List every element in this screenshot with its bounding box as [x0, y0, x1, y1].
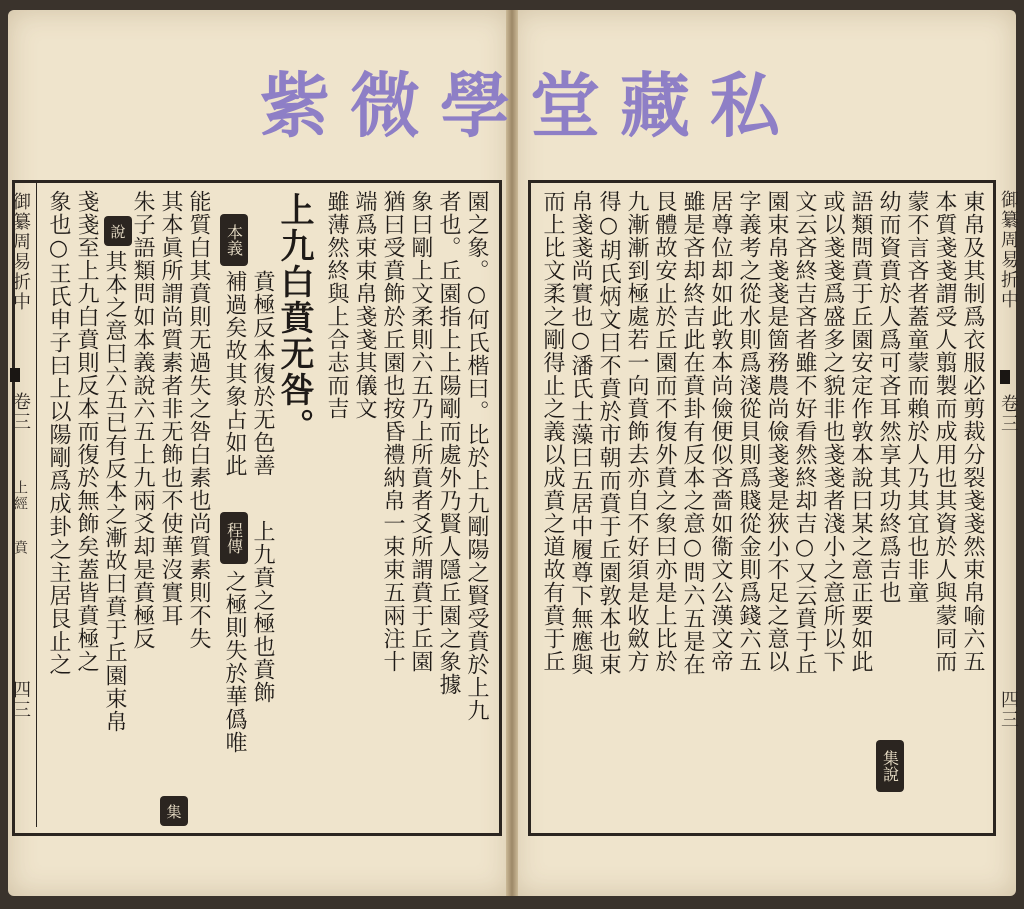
- fold-tab: [10, 368, 20, 382]
- text-column: 其本眞所謂尚質素者非无飾也不使華沒實耳: [158, 190, 183, 627]
- text-column: 東帛及其制爲衣服必剪裁分裂戔戔然束帛喻六五: [960, 190, 985, 673]
- right-margin-title: 御纂周易折中: [998, 190, 1019, 310]
- seal-char: 微: [350, 63, 420, 147]
- margin-rule: [36, 183, 37, 827]
- text-column: 文云吝終吉吝者雖不好看然終却吉○又云賁于丘: [792, 190, 817, 676]
- seal-char: 堂: [530, 63, 600, 147]
- text-column: 九漸漸到極處若一向賁飾去亦自不好須是收斂方: [624, 190, 649, 673]
- text-column: 而上比文柔之剛得止之義以成賁之道故有賁于丘: [540, 190, 565, 673]
- text-column: 本質戔戔謂受人翦製而成用也其資於人與蒙同而: [932, 190, 957, 673]
- chengzhuan-marker: 程傳: [220, 512, 248, 564]
- text-column: 幼而資賁於人爲可吝耳然享其功終爲吉也: [876, 190, 901, 604]
- text-column: 上九賁之極也賁飾: [250, 520, 275, 704]
- text-column: 其本之意曰六五已有反本之漸故曰賁于丘園束帛: [102, 250, 127, 733]
- text-column: 字義考之從水則爲淺從貝則爲賤從金則爲錢六五: [736, 190, 761, 673]
- text-column: 象也○王氏申子曰上以陽剛爲成卦之主居艮止之: [46, 190, 71, 676]
- text-column: 賁極反本復於无色善: [250, 270, 275, 477]
- text-column: 艮體故安止於丘園而不復外賁之象曰亦是上比於: [652, 190, 677, 673]
- seal-char: 私: [710, 63, 780, 147]
- text-column: 園束帛戔戔是箇務農尚儉戔戔是狹小不足之意以: [764, 190, 789, 673]
- text-column: 能質白其賁則无過失之咎白素也尚質素則不失: [186, 190, 211, 650]
- text-column: 戔戔至上九白賁則反本而復於無飾矣蓋皆賁極之: [74, 190, 99, 673]
- benyi-marker: 本義: [220, 214, 248, 266]
- text-column: 補過矣故其象占如此: [222, 270, 247, 477]
- text-column: 蒙不言吝者蓋童蒙而賴於人乃其宜也非童: [904, 190, 929, 604]
- seal-char: 學: [440, 63, 510, 147]
- text-column: 雖薄然終與上合志而吉: [324, 190, 349, 420]
- text-column: 象曰剛上文柔則六五乃上所賁者爻所謂賁于丘園: [408, 190, 433, 673]
- text-column: 之極則失於華僞唯: [222, 570, 247, 754]
- text-column: 帛戔戔尚實也○潘氏士藻曰五居中履尊下無應與: [568, 190, 593, 676]
- text-column: 雖是吝却終吉此在賁卦有反本之意○問六五是在: [680, 190, 705, 676]
- text-column: 得○胡氏炳文曰不賁於市朝而賁于丘園敦本也束: [596, 190, 621, 676]
- right-margin-page: 四三: [998, 690, 1019, 730]
- collector-seal: [260, 50, 780, 150]
- left-margin-title: 御纂周易折中: [10, 192, 31, 312]
- seal-char: 紫: [260, 63, 330, 147]
- ji-marker: 集: [160, 796, 188, 826]
- text-column: 語類問賁于丘園安定作敦本說曰某之意正要如此: [848, 190, 873, 673]
- hexagram-line-heading: 上九白賁无咎。: [274, 192, 314, 444]
- seal-char: 藏: [620, 63, 690, 147]
- text-column: 或以戔戔爲盛多之貌非也戔戔者淺小之意所以下: [820, 190, 845, 673]
- left-margin-hexagram: 賁: [12, 540, 28, 556]
- shuo-marker: 說: [104, 216, 132, 246]
- fold-tab: [1000, 370, 1010, 384]
- text-column: 居尊位却如此敦本尚儉便似吝嗇如衞文公漢文帝: [708, 190, 733, 673]
- jishuo-marker: 集說: [876, 740, 904, 792]
- text-column: 猶曰受賁飾於丘園也按昏禮納帛一束束五兩注十: [380, 190, 405, 673]
- right-margin-volume: 卷三: [998, 394, 1019, 434]
- margin-rule: [994, 183, 995, 827]
- left-margin-section: 上經: [12, 480, 28, 512]
- text-column: 園之象。○何氏楷曰。比於上九剛陽之賢受賁於上九: [464, 190, 489, 722]
- text-column: 朱子語類問如本義說六五上九兩爻却是賁極反: [130, 190, 155, 650]
- left-margin-page: 四三: [10, 680, 31, 720]
- text-column: 端爲束束帛戔戔其儀文: [352, 190, 377, 420]
- left-margin-volume: 卷三: [10, 392, 31, 432]
- text-column: 者也。丘園指上上陽剛而處外乃賢人隱丘園之象據: [436, 190, 461, 696]
